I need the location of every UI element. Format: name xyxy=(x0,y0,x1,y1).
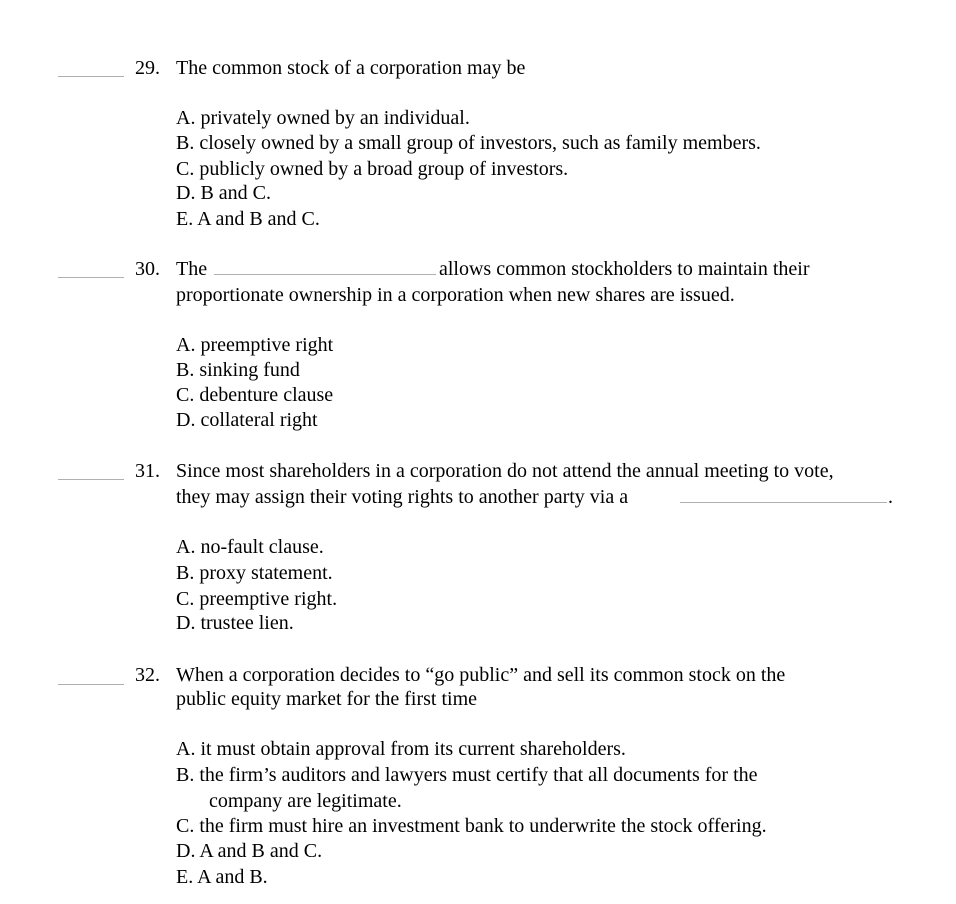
question-32-option-b: B. the firm’s auditors and lawyers must certify that all documents for the xyxy=(176,764,758,786)
question-30-stem-end: allows common stockholders to maintain their xyxy=(439,258,810,280)
question-32-option-a: A. it must obtain approval from its current shareholders. xyxy=(176,738,626,760)
question-31-option-c: C. preemptive right. xyxy=(176,588,338,610)
question-30-stem-start: The xyxy=(176,258,208,280)
question-29-stem: The common stock of a corporation may be xyxy=(176,57,526,79)
answer-blank-31[interactable] xyxy=(58,479,124,480)
question-30-option-d: D. collateral right xyxy=(176,409,318,431)
answer-blank-32[interactable] xyxy=(58,684,124,685)
answer-blank-29[interactable] xyxy=(58,76,124,77)
question-32-option-e: E. A and B. xyxy=(176,866,268,888)
question-30-stem-line2: proportionate ownership in a corporation when new shares are issued. xyxy=(176,284,735,306)
answer-blank-30[interactable] xyxy=(58,277,124,278)
question-29-number: 29. xyxy=(135,57,160,79)
question-30-fill-blank[interactable] xyxy=(214,257,436,281)
question-30-number: 30. xyxy=(135,258,160,280)
question-31-number: 31. xyxy=(135,460,160,482)
question-31-stem-end: . xyxy=(888,486,893,508)
question-30-option-b: B. sinking fund xyxy=(176,359,300,381)
question-32-stem-line2: public equity market for the first time xyxy=(176,688,478,710)
question-32-option-b-continued: company are legitimate. xyxy=(209,790,402,812)
question-31-fill-blank[interactable] xyxy=(680,485,887,509)
question-29-option-d: D. B and C. xyxy=(176,182,271,204)
question-29-option-a: A. privately owned by an individual. xyxy=(176,107,470,129)
question-32-stem: When a corporation decides to “go public” and sell its common stock on the xyxy=(176,664,786,686)
question-31-option-b: B. proxy statement. xyxy=(176,562,333,584)
question-30-option-c: C. debenture clause xyxy=(176,384,334,406)
question-31-stem-line2: they may assign their voting rights to another party via a xyxy=(176,486,629,508)
question-29-option-b: B. closely owned by a small group of investors, such as family members. xyxy=(176,132,761,154)
question-31-stem: Since most shareholders in a corporation do not attend the annual meeting to vote, xyxy=(176,460,834,482)
question-31-option-d: D. trustee lien. xyxy=(176,612,294,634)
question-32-number: 32. xyxy=(135,664,160,686)
question-31-option-a: A. no-fault clause. xyxy=(176,536,324,558)
question-30-option-a: A. preemptive right xyxy=(176,334,334,356)
question-29-option-e: E. A and B and C. xyxy=(176,208,320,230)
question-32-option-d: D. A and B and C. xyxy=(176,840,323,862)
question-29-option-c: C. publicly owned by a broad group of investors. xyxy=(176,158,569,180)
question-32-option-c: C. the firm must hire an investment bank to underwrite the stock offering. xyxy=(176,815,767,837)
